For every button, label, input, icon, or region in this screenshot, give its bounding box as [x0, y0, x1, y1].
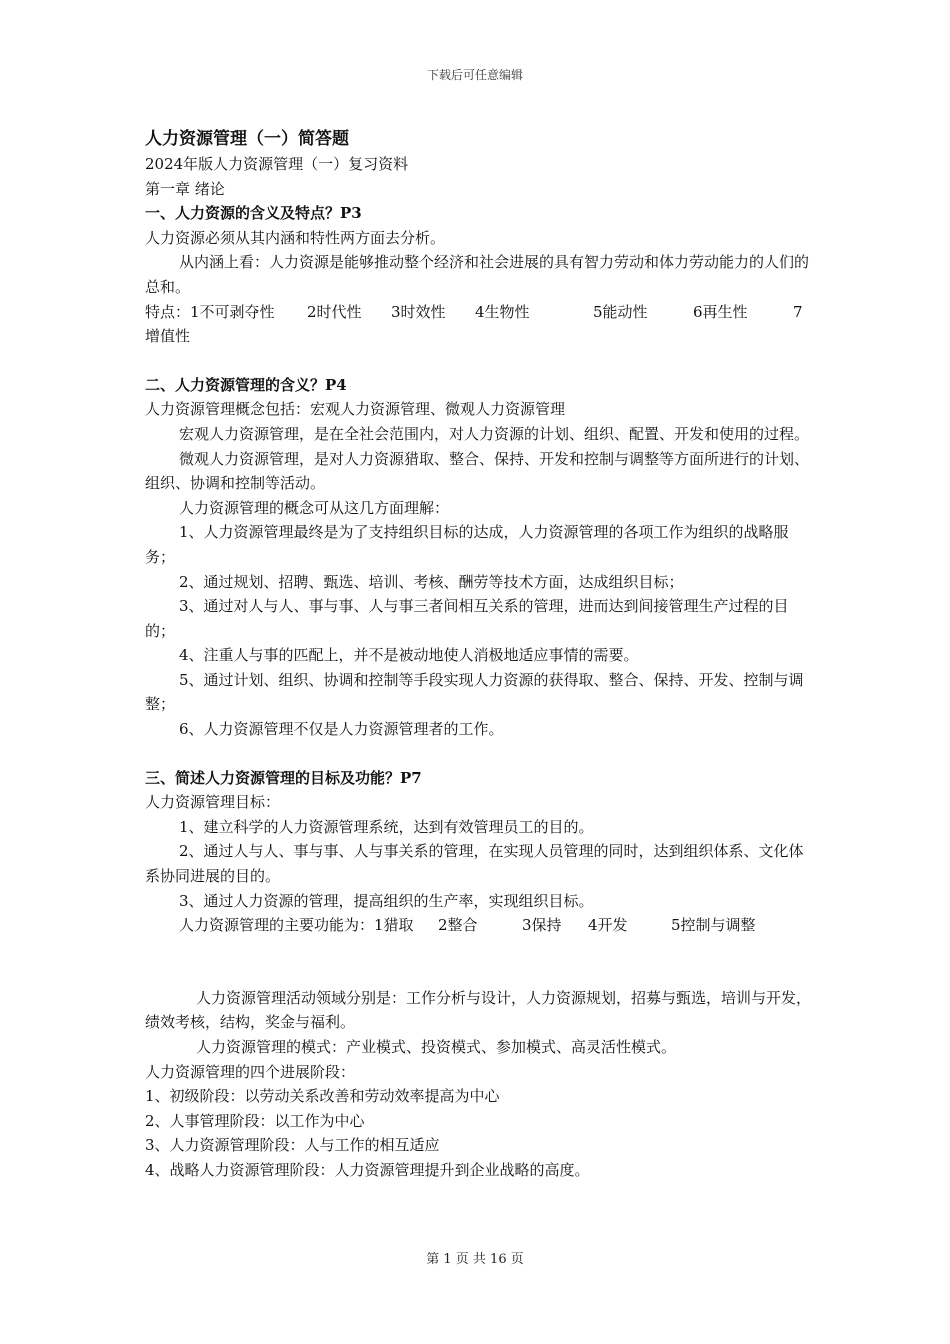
extra-paragraph-3: 人力资源管理的四个进展阶段：: [145, 1062, 356, 1081]
feature-item: 3时效性: [391, 302, 446, 321]
feature-item: 5能动性: [593, 302, 648, 321]
q2-list-item: 6、人力资源管理不仅是人力资源管理者的工作。: [179, 720, 504, 739]
feature-item: 4生物性: [475, 302, 530, 321]
function-item: 2整合: [438, 916, 478, 935]
q2-list-item: 5、通过计划、组织、协调和控制等手段实现人力资源的获得取、整合、保持、开发、控制与调整；: [145, 670, 804, 714]
q2-paragraph-3: 微观人力资源管理，是对人力资源猎取、整合、保持、开发和控制与调整等方面所进行的计划、组织、协调和控制等活动。: [145, 449, 810, 493]
q1-features-tail: 增值性: [145, 327, 191, 346]
q1-paragraph-2: 从内涵上看：人力资源是能够推动整个经济和社会进展的具有智力劳动和体力劳动能力的人们的总和。: [145, 253, 810, 296]
q3-list-item: 3、通过人力资源的管理，提高组织的生产率，实现组织目标。: [179, 891, 594, 910]
function-item: 4开发: [588, 916, 628, 935]
functions-label: 人力资源管理的主要功能为：: [179, 916, 375, 935]
q2-list-item: 1、人力资源管理最终是为了支持组织目标的达成，人力资源管理的各项工作为组织的战略服务；: [145, 523, 789, 566]
q2-paragraph-4: 人力资源管理的概念可从这几方面理解：: [179, 498, 450, 517]
document-title: 人力资源管理（一）简答题: [145, 129, 349, 149]
q2-paragraph-2: 宏观人力资源管理，是在全社会范围内，对人力资源的计划、组织、配置、开发和使用的过程。: [179, 424, 810, 443]
question-2-heading: 二、人力资源管理的含义？P4: [145, 375, 347, 394]
stage-item: 3、人力资源管理阶段：人与工作的相互适应: [145, 1136, 440, 1155]
document-subtitle: 2024年版人力资源管理（一）复习资料: [145, 155, 409, 173]
q3-functions-row: [145, 913, 817, 938]
page-header: 下载后可任意编辑: [426, 68, 523, 82]
function-item: 3保持: [522, 916, 562, 935]
feature-item: 1不可剥夺性: [190, 302, 275, 321]
q2-list-item: 4、注重人与事的匹配上，并不是被动地使人消极地适应事情的需要。: [179, 646, 639, 665]
extra-paragraph-1: 人力资源管理活动领域分别是：工作分析与设计，人力资源规划，招募与甄选，培训与开发，绩效考核，结构，奖金与福利。: [145, 988, 812, 1032]
q3-list-item: 2、通过人与人、事与事、人与事关系的管理，在实现人员管理的同时，达到组织体系、文化体系协同进展的目的。: [145, 842, 804, 886]
function-item: 1猎取: [374, 916, 414, 935]
page-footer: 第 1 页 共 16 页: [426, 1252, 524, 1267]
q1-features-row: [145, 300, 817, 325]
q1-paragraph-1: 人力资源必须从其内涵和特性两方面去分析。: [145, 228, 446, 247]
feature-item: 2时代性: [307, 302, 362, 321]
document-body: [145, 126, 817, 1183]
feature-item: 6再生性: [693, 302, 748, 321]
stage-item: 1、初级阶段：以劳动关系改善和劳动效率提高为中心: [145, 1087, 500, 1106]
q3-list-item: 1、建立科学的人力资源管理系统，达到有效管理员工的目的。: [179, 817, 594, 836]
extra-paragraph-2: 人力资源管理的模式：产业模式、投资模式、参加模式、高灵活性模式。: [196, 1038, 677, 1056]
chapter-heading: 第一章 绪论: [145, 179, 225, 198]
function-item: 5控制与调整: [671, 916, 756, 935]
features-label: 特点：: [145, 302, 191, 321]
q3-paragraph-1: 人力资源管理目标：: [145, 793, 281, 812]
stage-item: 4、战略人力资源管理阶段：人力资源管理提升到企业战略的高度。: [145, 1160, 590, 1179]
q2-list-item: 2、通过规划、招聘、甄选、培训、考核、酬劳等技术方面，达成组织目标；: [179, 572, 684, 591]
q2-list-item: 3、通过对人与人、事与事、人与事三者间相互关系的管理，进而达到间接管理生产过程的目的；: [145, 597, 789, 640]
stage-item: 2、人事管理阶段：以工作为中心: [145, 1111, 365, 1130]
q2-paragraph-1: 人力资源管理概念包括：宏观人力资源管理、微观人力资源管理: [145, 400, 566, 419]
question-1-heading: 一、人力资源的含义及特点？P3: [145, 204, 362, 223]
feature-item: 7: [793, 302, 803, 321]
question-3-heading: 三、简述人力资源管理的目标及功能？P7: [145, 768, 422, 787]
